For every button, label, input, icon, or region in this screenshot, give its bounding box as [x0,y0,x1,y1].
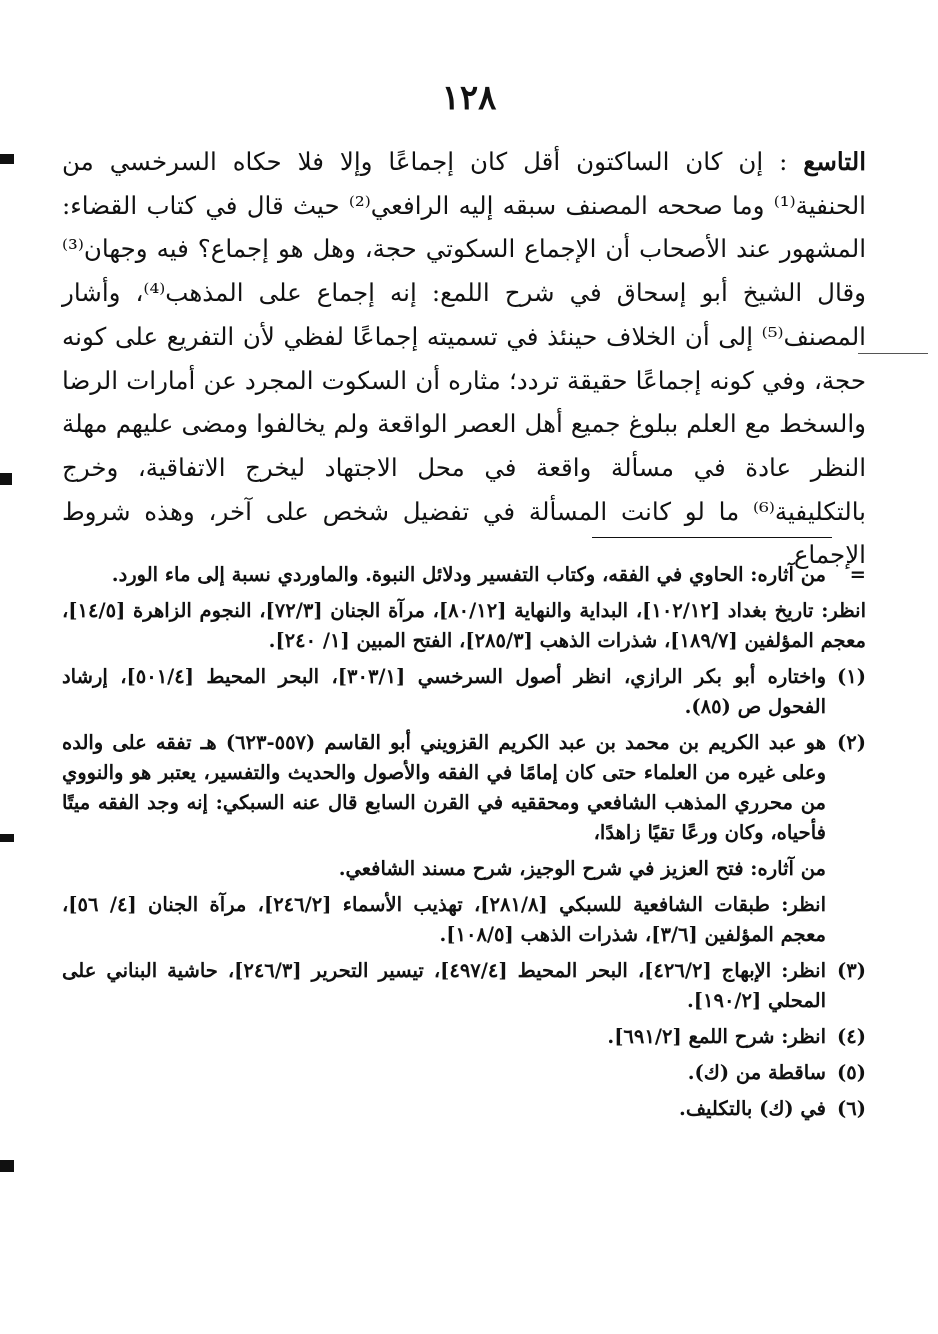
footnotes-section [62,560,866,1300]
footnote-list [62,662,866,1124]
footnote-marker: (٥) [837,1061,866,1084]
footnote-sources [62,596,866,656]
footnote-item [62,1058,866,1088]
footnote-marker: (١) [837,665,866,688]
footnote-text: من آثاره: الحاوي في الفقه، وكتاب التفسير ودلائل النبوة. والماوردي نسبة إلى ماء الورد. [111,563,826,586]
footnote-text: هو عبد الكريم بن محمد بن عبد الكريم القزويني أبو القاسم (٥٥٧-٦٢٣) هـ تفقه على والده وعلى غيره من العلماء حتى كان إمامًا في الفقه والأصول والحديث والتفسير، يعتبر هو والنووي من محرري المذهب الشافعي ومحققيه في القرن السابع قال عنه السبكي: إنه وجد الفقه ميتًا فأحياه، وكان ورعًا تقيًا زاهدًا، [62,731,826,844]
footnote-divider [592,537,832,538]
scan-mark [0,154,14,164]
scan-mark [0,1160,14,1172]
footnote-item [62,956,866,1016]
scan-mark [0,473,12,485]
footnote-marker: (٦) [837,1097,866,1120]
footnote-text: في (ك) بالتكليف. [679,1097,826,1120]
footnote-item [62,728,866,950]
footnote-text: انظر: الإبهاج [٤٢٦/٢]، البحر المحيط [٤٩٧/٤]، تيسير التحرير [٢٤٦/٣]، حاشية البناني على المحلي [١٩٠/٢]. [62,959,826,1012]
scan-mark [0,834,14,842]
paragraph-lead-word: التاسع [803,147,866,176]
scan-mark [858,353,928,354]
footnote-text: ساقطة من (ك). [687,1061,826,1084]
footnote-text: انظر: تاريخ بغداد [١٠٢/١٢]، البداية والنهاية [٨٠/١٢]، مرآة الجنان [٧٢/٣]، النجوم الزاهرة [١٤/٥]، معجم المؤلفين [١٨٩/٧]، شذرات الذهب [٢٨٥/٣]، الفتح المبين [١/ ٢٤٠]. [62,599,866,652]
footnote-text: واختاره أبو بكر الرازي، انظر أصول السرخسي [٣٠٣/١]، البحر المحيط [٥٠١/٤]، إرشاد الفحول ص (٨٥). [62,665,827,718]
continuation-marker: = [849,563,866,586]
footnote-text: انظر: طبقات الشافعية للسبكي [٢٨١/٨]، تهذيب الأسماء [٢٤٦/٢]، مرآة الجنان [٤/ ٥٦]، معجم المؤلفين [٣/٦]، شذرات الذهب [١٠٨/٥]. [62,893,827,946]
footnote-text: انظر: شرح اللمع [٦٩١/٢]. [607,1025,826,1048]
footnote-marker: (٢) [837,731,866,754]
footnote-item [62,1022,866,1052]
footnote-text: من آثاره: فتح العزيز في شرح الوجيز، شرح مسند الشافعي. [338,857,826,880]
footnote-marker: (٤) [837,1025,866,1048]
footnote-marker: (٣) [837,959,866,982]
footnote-item [62,662,866,722]
footnote-continuation [62,560,866,590]
page-number: ١٢٨ [441,78,497,118]
main-paragraph [62,140,866,570]
paragraph-text: : إن كان الساكتون أقل كان إجماعًا وإلا فلا حكاه السرخسي من الحنفية⁽¹⁾ وما صححه المصنف سبقه إليه الرافعي⁽²⁾ حيث قال في كتاب القضاء: المشهور عند الأصحاب أن الإجماع السكوتي حجة، وهل هو إجماع؟ فيه وجهان⁽³⁾ وقال الشيخ أبو إسحاق في شرح اللمع: إنه إجماع على المذهب⁽⁴⁾، وأشار المصنف⁽⁵⁾ إلى أن الخلاف حينئذ في تسميته إجماعًا لفظي لأن التفريع على كونه حجة، وفي كونه إجماعًا حقيقة تردد؛ مثاره أن السكوت المجرد عن أمارات الرضا والسخط مع العلم ببلوغ جميع أهل العصر الواقعة ولم يخالفوا ومضى عليهم مهلة النظر عادة في مسألة واقعة في محل الاجتهاد ليخرج الاتفاقية، وخرج بالتكليفية⁽⁶⁾ ما لو كانت المسألة في تفضيل شخص على آخر، وهذه شروط الإجماع [62,147,866,570]
footnote-item [62,1094,866,1124]
